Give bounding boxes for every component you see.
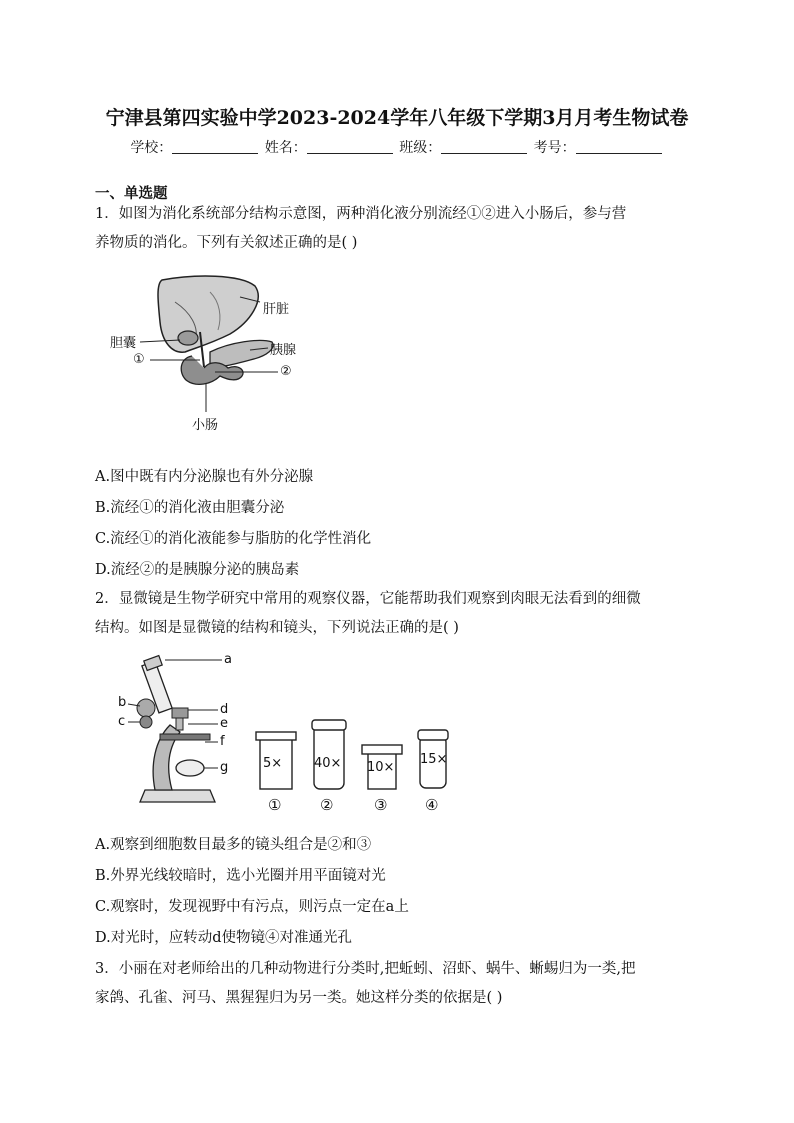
- q2-option-c[interactable]: C.观察时，发现视野中有污点，则污点一定在a上: [95, 899, 409, 915]
- question-1-text: [95, 200, 705, 258]
- school-blank[interactable]: [172, 139, 258, 154]
- school-label: 学校：: [130, 140, 173, 156]
- q1-option-c[interactable]: C.流经①的消化液能参与脂肪的化学性消化: [95, 531, 372, 547]
- mark-2-label: ②: [280, 364, 292, 379]
- label-c: c: [118, 714, 126, 729]
- exam-number-blank[interactable]: [576, 139, 662, 154]
- question-3-line-1: 3．小丽在对老师给出的几种动物进行分类时,把蚯蚓、沼虾、蜗牛、蜥蜴归为一类,把: [95, 961, 636, 977]
- q2-option-a[interactable]: A.观察到细胞数目最多的镜头组合是②和③: [95, 837, 372, 853]
- lens-2-mag: 40×: [314, 756, 342, 771]
- exam-number-label: 考号：: [533, 140, 576, 156]
- q2-option-d[interactable]: D.对光时，应转动d使物镜④对准通光孔: [95, 930, 352, 946]
- label-b: b: [118, 695, 127, 710]
- digestive-system-figure: [100, 272, 320, 437]
- label-a: a: [224, 652, 232, 667]
- question-1-line-1: 1．如图为消化系统部分结构示意图，两种消化液分别流经①②进入小肠后，参与营: [95, 206, 627, 222]
- question-3-line-2: 家鸽、孔雀、河马、黑猩猩归为另一类。她这样分类的依据是( ): [95, 990, 503, 1006]
- pancreas-label: 胰腺: [270, 343, 297, 358]
- lens-1-number: ①: [268, 796, 282, 814]
- lens-3-mag: 10×: [367, 760, 395, 775]
- lens-2-objective-40x: [312, 720, 346, 789]
- question-1-line-2: 养物质的消化。下列有关叙述正确的是( ): [95, 235, 358, 251]
- gallbladder-shape: [178, 331, 198, 345]
- student-info-line: [0, 137, 794, 157]
- class-label: 班级：: [399, 140, 442, 156]
- q1-option-d[interactable]: D.流经②的是胰腺分泌的胰岛素: [95, 562, 300, 578]
- lens-4-mag: 15×: [420, 752, 448, 767]
- q1-option-b[interactable]: B.流经①的消化液由胆囊分泌: [95, 500, 285, 516]
- liver-label: 肝脏: [263, 302, 290, 317]
- exam-title: 宁津县第四实验中学2023-2024学年八年级下学期3月月考生物试卷: [105, 107, 689, 129]
- name-label: 姓名：: [264, 140, 307, 156]
- lens-1-mag: 5×: [263, 756, 283, 771]
- lens-4-number: ④: [425, 796, 439, 814]
- lens-3-number: ③: [374, 796, 388, 814]
- lens-2-number: ②: [320, 796, 334, 814]
- label-d: d: [220, 702, 229, 717]
- small-intestine-label: 小肠: [192, 418, 219, 433]
- label-g: g: [220, 760, 229, 775]
- question-2-text: [95, 585, 705, 643]
- name-blank[interactable]: [307, 139, 393, 154]
- label-f: f: [220, 734, 225, 749]
- label-e: e: [220, 716, 228, 731]
- q2-option-b[interactable]: B.外界光线较暗时，选小光圈并用平面镜对光: [95, 868, 386, 884]
- gallbladder-label: 胆囊: [110, 336, 137, 351]
- section-heading: 一、单选题: [95, 185, 168, 202]
- class-blank[interactable]: [441, 139, 527, 154]
- microscope-figure: [110, 650, 470, 825]
- microscope-diagram: [110, 650, 470, 825]
- question-2-line-1: 2．显微镜是生物学研究中常用的观察仪器，它能帮助我们观察到肉眼无法看到的细微: [95, 591, 641, 607]
- mark-1-label: ①: [133, 352, 145, 367]
- question-2-line-2: 结构。如图是显微镜的结构和镜头，下列说法正确的是( ): [95, 620, 459, 636]
- question-3-text: [95, 955, 705, 1013]
- q1-option-a[interactable]: A.图中既有内分泌腺也有外分泌腺: [95, 469, 314, 485]
